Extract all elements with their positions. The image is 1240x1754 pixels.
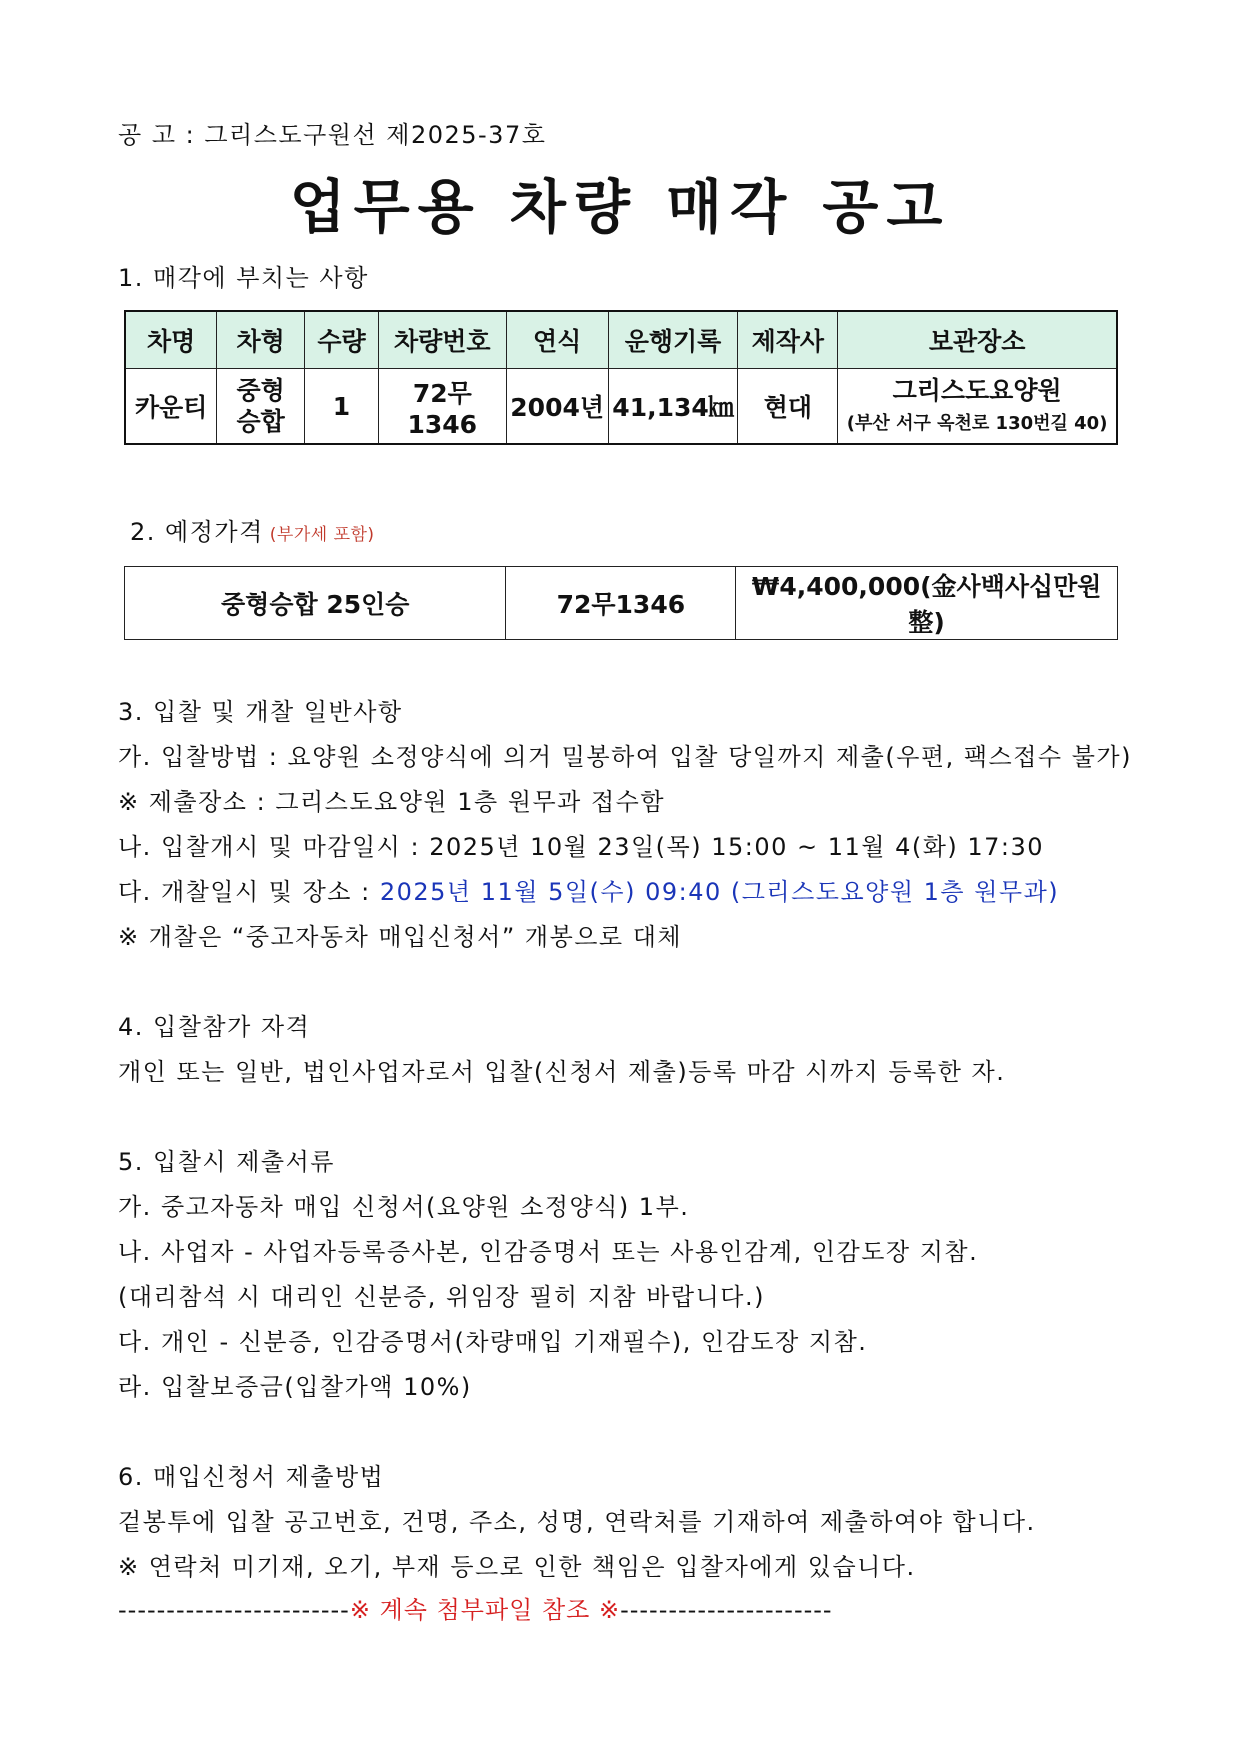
header-car-name: 차명 xyxy=(125,311,217,369)
vat-note: (부가세 포함) xyxy=(269,525,375,545)
location-name: 그리스도요양원 xyxy=(892,376,1062,405)
bid-method: 가. 입찰방법 : 요양원 소정양식에 의거 밀봉하여 입찰 당일까지 제출(우편, 팩스접수 불가) xyxy=(118,743,1132,771)
header-car-type: 차형 xyxy=(217,311,305,369)
price-vehicle: 중형승합 25인승 xyxy=(125,567,506,640)
table-row xyxy=(125,369,1117,445)
opening-note: ※ 개찰은 “중고자동차 매입신청서” 개봉으로 대체 xyxy=(118,923,683,951)
cell-year: 2004년 xyxy=(506,369,608,445)
document-item-b-note: (대리참석 시 대리인 신분증, 위임장 필히 지참 바랍니다.) xyxy=(118,1283,765,1311)
price-table xyxy=(124,566,1118,640)
table-row xyxy=(125,567,1118,640)
cell-plate: 72무1346 xyxy=(378,369,506,445)
section-4-heading: 4. 입찰참가 자격 xyxy=(118,1013,311,1041)
cell-maker: 현대 xyxy=(738,369,838,445)
document-item-c: 다. 개인 - 신분증, 인감증명서(차량매입 기재필수), 인감도장 지참. xyxy=(118,1328,868,1356)
header-maker: 제작사 xyxy=(738,311,838,369)
cell-car-type xyxy=(217,369,305,445)
vehicle-table xyxy=(124,310,1118,445)
submit-place-note: ※ 제출장소 : 그리스도요양원 1층 원무과 접수함 xyxy=(118,788,666,816)
footer-note: ※ 계속 첨부파일 참조 ※ xyxy=(349,1596,621,1624)
section-5-heading: 5. 입찰시 제출서류 xyxy=(118,1148,335,1176)
opening-label: 다. 개찰일시 및 장소 : xyxy=(118,878,380,906)
bid-period: 나. 입찰개시 및 마감일시 : 2025년 10월 23일(목) 15:00 ~ 11월 4(화) 17:30 xyxy=(118,833,1045,861)
document-item-b: 나. 사업자 - 사업자등록증사본, 인감증명서 또는 사용인감계, 인감도장 지참. xyxy=(118,1238,979,1266)
location-address: (부산 서구 옥천로 130번길 40) xyxy=(846,413,1108,434)
document-item-d: 라. 입찰보증금(입찰가액 10%) xyxy=(118,1373,472,1401)
opening-datetime: 2025년 11월 5일(수) 09:40 (그리스도요양원 1층 원무과) xyxy=(379,878,1060,906)
page-title: 업무용 차량 매각 공고 xyxy=(289,173,951,241)
header-year: 연식 xyxy=(506,311,608,369)
cell-car-name: 카운티 xyxy=(125,369,217,445)
section-1-heading: 1. 매각에 부치는 사항 xyxy=(118,264,369,292)
section-6-heading: 6. 매입신청서 제출방법 xyxy=(118,1463,385,1491)
submission-method-text: 겉봉투에 입찰 공고번호, 건명, 주소, 성명, 연락처를 기재하여 제출하여야 합니다. xyxy=(118,1508,1036,1536)
opening-info xyxy=(118,872,1059,907)
cell-quantity: 1 xyxy=(305,369,379,445)
footer-dashes-right: ---------------------- xyxy=(620,1596,833,1624)
footer-dashes-left: ------------------------ xyxy=(118,1596,350,1624)
car-type-line1: 중형 xyxy=(236,376,285,405)
cell-location xyxy=(838,369,1117,445)
eligibility-text: 개인 또는 일반, 법인사업자로서 입찰(신청서 제출)등록 마감 시까지 등록한 자. xyxy=(118,1058,1006,1086)
price-plate: 72무1346 xyxy=(506,567,736,640)
notice-number: 공 고 : 그리스도구원선 제2025-37호 xyxy=(118,121,547,149)
submission-method-note: ※ 연락처 미기재, 오기, 부재 등으로 인한 책임은 입찰자에게 있습니다. xyxy=(118,1553,916,1581)
header-location: 보관장소 xyxy=(838,311,1117,369)
car-type-line2: 승합 xyxy=(236,407,285,436)
section-2-title: 2. 예정가격 xyxy=(130,518,264,546)
section-3-heading: 3. 입찰 및 개찰 일반사항 xyxy=(118,698,403,726)
cell-mileage: 41,134㎞ xyxy=(608,369,738,445)
document-item-a: 가. 중고자동차 매입 신청서(요양원 소정양식) 1부. xyxy=(118,1193,690,1221)
header-plate: 차량번호 xyxy=(378,311,506,369)
header-mileage: 운행기록 xyxy=(608,311,738,369)
section-2-heading xyxy=(130,512,375,547)
price-amount: ₩4,400,000(金사백사십만원整) xyxy=(736,567,1118,640)
vehicle-table-header-row xyxy=(125,311,1117,369)
footer-divider xyxy=(118,1590,1118,1625)
header-quantity: 수량 xyxy=(305,311,379,369)
